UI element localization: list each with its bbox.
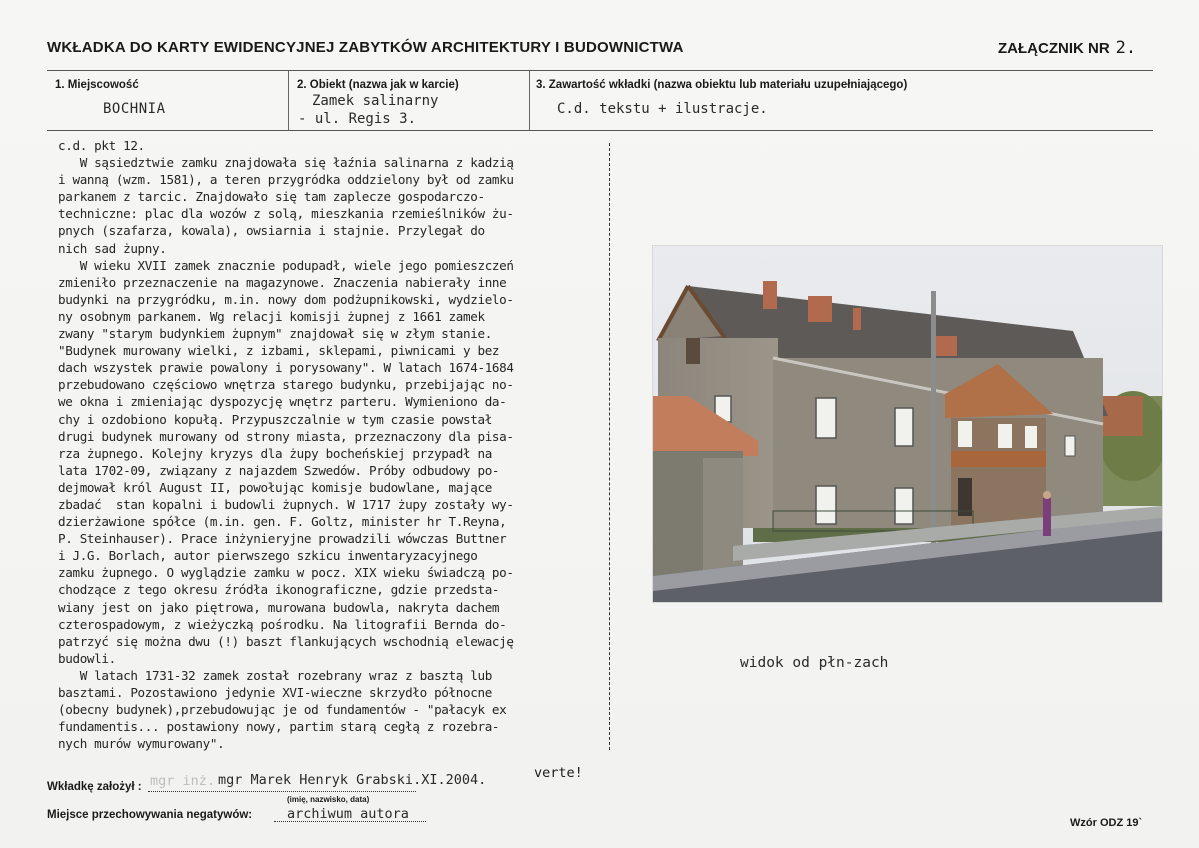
body-line: wiany jest on jako piętrowa, murowana budowla, nakryta dachem	[58, 599, 500, 615]
body-line: czterospadowym, z wieżyczką pośrodku. Na litografii Bernda do-	[58, 616, 507, 632]
body-line: pnych (szafarza, kowala), owsiarnia i stajnie. Przylegał do	[58, 223, 485, 239]
body-line: we okna i zmieniając dyspozycję wnętrz parteru. Wymieniono da-	[58, 394, 507, 410]
annex-number: 2.	[1115, 38, 1137, 58]
field-separator-1	[288, 71, 289, 130]
content-label: 3. Zawartość wkładki (nazwa obiektu lub materiału uzupełniającego)	[536, 79, 908, 91]
body-line: P. Steinhauser). Prace inżynieryjne prowadzili wówczas Buttner	[58, 531, 507, 547]
locality-value: BOCHNIA	[103, 101, 166, 117]
building-photo-image	[653, 246, 1162, 602]
body-line: patrzyć się można dwu (!) baszt flankujących wschodnią elewację	[58, 633, 514, 649]
annex-label-text: ZAŁĄCZNIK NR	[998, 40, 1110, 57]
building-photo	[652, 245, 1163, 603]
body-line: zamku żupnego. O wyglądzie zamku w pocz. XIX wieku świadczą po-	[58, 565, 514, 581]
body-line: chy i ozdobiono kopułą. Przypuszczalnie w tym czasie powstał	[58, 411, 492, 427]
body-line: c.d. pkt 12.	[58, 138, 145, 153]
body-line: budynki na przygródku, m.in. nowy dom podżupnikowski, wydzielo-	[58, 291, 514, 307]
object-value-line1: Zamek salinarny	[312, 93, 439, 109]
body-line: ny osobnym parkanem. Wg relacji komisji żupnej z 1661 zamek	[58, 308, 485, 324]
body-line: W sąsiedztwie zamku znajdowała się łaźnia salinarna z kadzią	[58, 155, 514, 171]
header-rule	[47, 70, 1153, 71]
form-title: WKŁADKA DO KARTY EWIDENCYJNEJ ZABYTKÓW ARCHITEKTURY I BUDOWNICTWA	[47, 39, 684, 56]
fields-rule	[47, 130, 1153, 131]
body-line: fundamentis... postawiony nowy, partim starą cegłą z rozebra-	[58, 719, 500, 735]
founder-note: (imię, nazwisko, data)	[287, 795, 370, 804]
body-line: parkanem z tarcic. Znajdowało się tam zaplecze gospodarczo-	[58, 189, 485, 205]
body-line: budowli.	[58, 650, 116, 666]
content-value: C.d. tekstu + ilustracje.	[557, 101, 768, 117]
body-text	[58, 137, 606, 752]
body-line: i J.G. Borlach, autor pierwszego szkicu inwentaryzacyjnego	[58, 548, 478, 564]
body-line: rza żupnego. Kolejny kryzys dla żupy bocheńskiej przypadł na	[58, 445, 492, 461]
object-label: 2. Obiekt (nazwa jak w karcie)	[297, 79, 459, 91]
body-line: dach wszystek prawie powalony i porysowany". W latach 1674-1684	[58, 360, 514, 376]
storage-value: archiwum autora	[287, 806, 409, 822]
object-value-line2: - ul. Regis 3.	[298, 111, 417, 127]
body-line: lata 1702-09, związany z najazdem Szwedów. Próby odbudowy po-	[58, 462, 500, 478]
body-line: W wieku XVII zamek znacznie podupadł, wiele jego pomieszczeń	[58, 257, 514, 273]
body-line: zmieniło przeznaczenie na magazynowe. Znaczenia nabierały inne	[58, 274, 507, 290]
body-line: drugi budynek murowany od strony miasta, przeznaczony dla pisa-	[58, 428, 514, 444]
body-line: dzierżawione spółce (m.in. gen. F. Goltz, minister hr T.Reyna,	[58, 514, 507, 530]
body-line: techniczne: plac dla wozów z solą, mieszkania rzemieślników żu-	[58, 206, 514, 222]
body-line: W latach 1731-32 zamek został rozebrany wraz z basztą lub	[58, 667, 492, 683]
founder-value: mgr Marek Henryk Grabski.XI.2004.	[218, 772, 487, 788]
founder-faint-text: mgr inż.	[150, 773, 216, 789]
verte-note: verte!	[534, 765, 583, 781]
body-line: i wanną (wzm. 1581), a teren przygródka oddzielony był od zamku	[58, 172, 514, 188]
body-line: zwany "starym budynkiem żupnym" znajdował się w złym stanie.	[58, 326, 492, 342]
storage-label: Miejsce przechowywania negatywów:	[47, 809, 253, 821]
founder-label: Wkładkę założył :	[47, 781, 142, 793]
column-separator	[609, 143, 610, 750]
form-id: Wzór ODZ 19`	[1070, 817, 1143, 829]
photo-caption: widok od płn-zach	[740, 655, 889, 671]
body-line: chodzące z tego okresu źródła ikonograficzne, gdzie przedsta-	[58, 582, 500, 598]
founder-dotted-line	[148, 791, 416, 792]
body-line: przebudowano częściowo wnętrza starego budynku, przebijając no-	[58, 377, 514, 393]
body-line: (obecny budynek),przebudowując je od fundamentów - "pałacyk ex	[58, 702, 507, 718]
body-line: nich sad żupny.	[58, 240, 167, 256]
body-line: dejmował król August II, powołując komisje budowlane, mające	[58, 479, 492, 495]
body-line: "Budynek murowany wielki, z izbami, sklepami, piwnicami y bez	[58, 343, 500, 359]
body-line: zbadać stan kopalni i budowli żupnych. W 1717 żupy zostały wy-	[58, 496, 514, 512]
annex-label	[998, 38, 1136, 58]
body-line: basztami. Pozostawiono jedynie XVI-wieczne skrzydło północne	[58, 685, 492, 700]
body-line: nych murów wymurowany".	[58, 736, 225, 752]
field-separator-2	[529, 71, 530, 130]
locality-label: 1. Miejscowość	[55, 79, 139, 91]
